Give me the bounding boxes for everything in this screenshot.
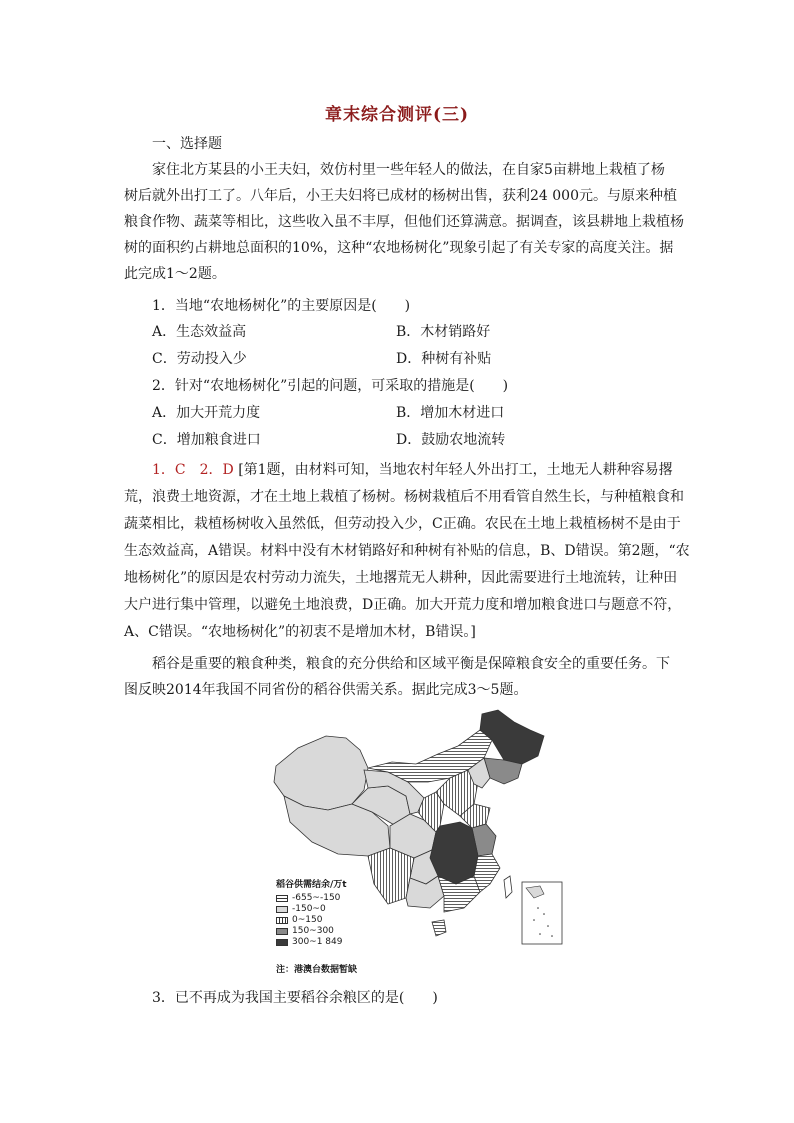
question-2-option-d: D．鼓励农地流转	[396, 432, 506, 448]
page-title: 章末综合测评(三)	[324, 105, 470, 125]
legend-label: 0~150	[292, 915, 323, 925]
legend-item	[276, 926, 396, 937]
question-3-stem: 3．已不再成为我国主要稻谷余粮区的是( )	[152, 990, 438, 1006]
passage2-line: 稻谷是重要的粮食种类，粮食的充分供给和区域平衡是保障粮食安全的重要任务。下	[152, 656, 670, 672]
legend-label: 300~1 849	[292, 937, 343, 947]
answer-line: A、C错误。“农地杨树化”的初衷不是增加木材，B错误。]	[124, 624, 476, 640]
legend-item	[276, 937, 396, 948]
legend-item	[276, 904, 396, 915]
passage1-line: 此完成1～2题。	[124, 266, 226, 282]
legend-item	[276, 893, 396, 904]
passage2-line: 图反映2014年我国不同省份的稻谷供需关系。据此完成3～5题。	[124, 682, 528, 698]
legend-title: 稻谷供需结余/万t	[276, 880, 347, 890]
question-2-option-b: B．增加木材进口	[396, 405, 505, 421]
legend-swatch-vstripe	[276, 917, 288, 924]
question-1-option-a: A．生态效益高	[152, 324, 247, 340]
passage1-line: 粮食作物、蔬菜等相比，这些收入虽不丰厚，但他们还算满意。据调查，该县耕地上栽植杨	[124, 214, 684, 230]
legend-swatch-dark	[276, 939, 288, 946]
answer-key: 1．C 2．D	[152, 462, 234, 478]
region-heilongjiang	[480, 710, 544, 764]
answer-1-2-line	[152, 460, 673, 480]
answer-line: 大户进行集中管理，以避免土地浪费，D正确。加大开荒力度和增加粮食进口与题意不符，	[124, 597, 682, 613]
section-heading: 一、选择题	[152, 136, 222, 152]
map-note: 注：港澳台数据暂缺	[276, 965, 358, 975]
legend-label: -150~0	[292, 904, 326, 914]
question-1-option-c: C．劳动投入少	[152, 351, 247, 367]
legend-swatch-hstripe	[276, 895, 288, 902]
question-1-option-b: B．木材销路好	[396, 324, 491, 340]
passage1-line: 树的面积约占耕地总面积的10%，这种“农地杨树化”现象引起了有关专家的高度关注。据	[124, 240, 674, 256]
question-2-option-a: A．加大开荒力度	[152, 405, 261, 421]
region-fujian	[474, 854, 500, 892]
question-2-stem: 2．针对“农地杨树化”引起的问题，可采取的措施是( )	[152, 378, 509, 394]
answer-line: 地杨树化”的原因是农村劳动力流失，土地撂荒无人耕种，因此需要进行土地流转，让种田	[124, 570, 678, 586]
question-1-option-d: D．种树有补贴	[396, 351, 492, 367]
question-1-stem: 1．当地“农地杨树化”的主要原因是( )	[152, 298, 411, 314]
answer-line: 蔬菜相比，栽植杨树收入虽然低，但劳动投入少，C正确。农民在土地上栽植杨树不是由于	[124, 516, 681, 532]
answer-line: 荒，浪费土地资源，才在土地上栽植了杨树。杨树栽植后不用看管自然生长，与种植粮食和	[124, 489, 684, 505]
legend-item	[276, 915, 396, 926]
question-2-option-c: C．增加粮食进口	[152, 432, 261, 448]
passage1-line: 树后就外出打工了。八年后，小王夫妇将已成材的杨树出售，获利24 000元。与原来种植	[124, 188, 677, 204]
legend-swatch-mid	[276, 928, 288, 935]
map-legend	[276, 880, 396, 948]
answer-text: [第1题，由材料可知，当地农村年轻人外出打工，土地无人耕种容易撂	[238, 462, 673, 478]
passage1-line: 家住北方某县的小王夫妇，效仿村里一些年轻人的做法，在自家5亩耕地上栽植了杨	[152, 162, 665, 178]
answer-line: 生态效益高，A错误。材料中没有木材销路好和种树有补贴的信息，B、D错误。第2题，“农	[124, 543, 690, 559]
legend-swatch-light	[276, 906, 288, 913]
region-hainan	[432, 920, 446, 936]
legend-label: -655~-150	[292, 893, 341, 903]
region-taiwan	[504, 876, 512, 898]
legend-label: 150~300	[292, 926, 334, 936]
